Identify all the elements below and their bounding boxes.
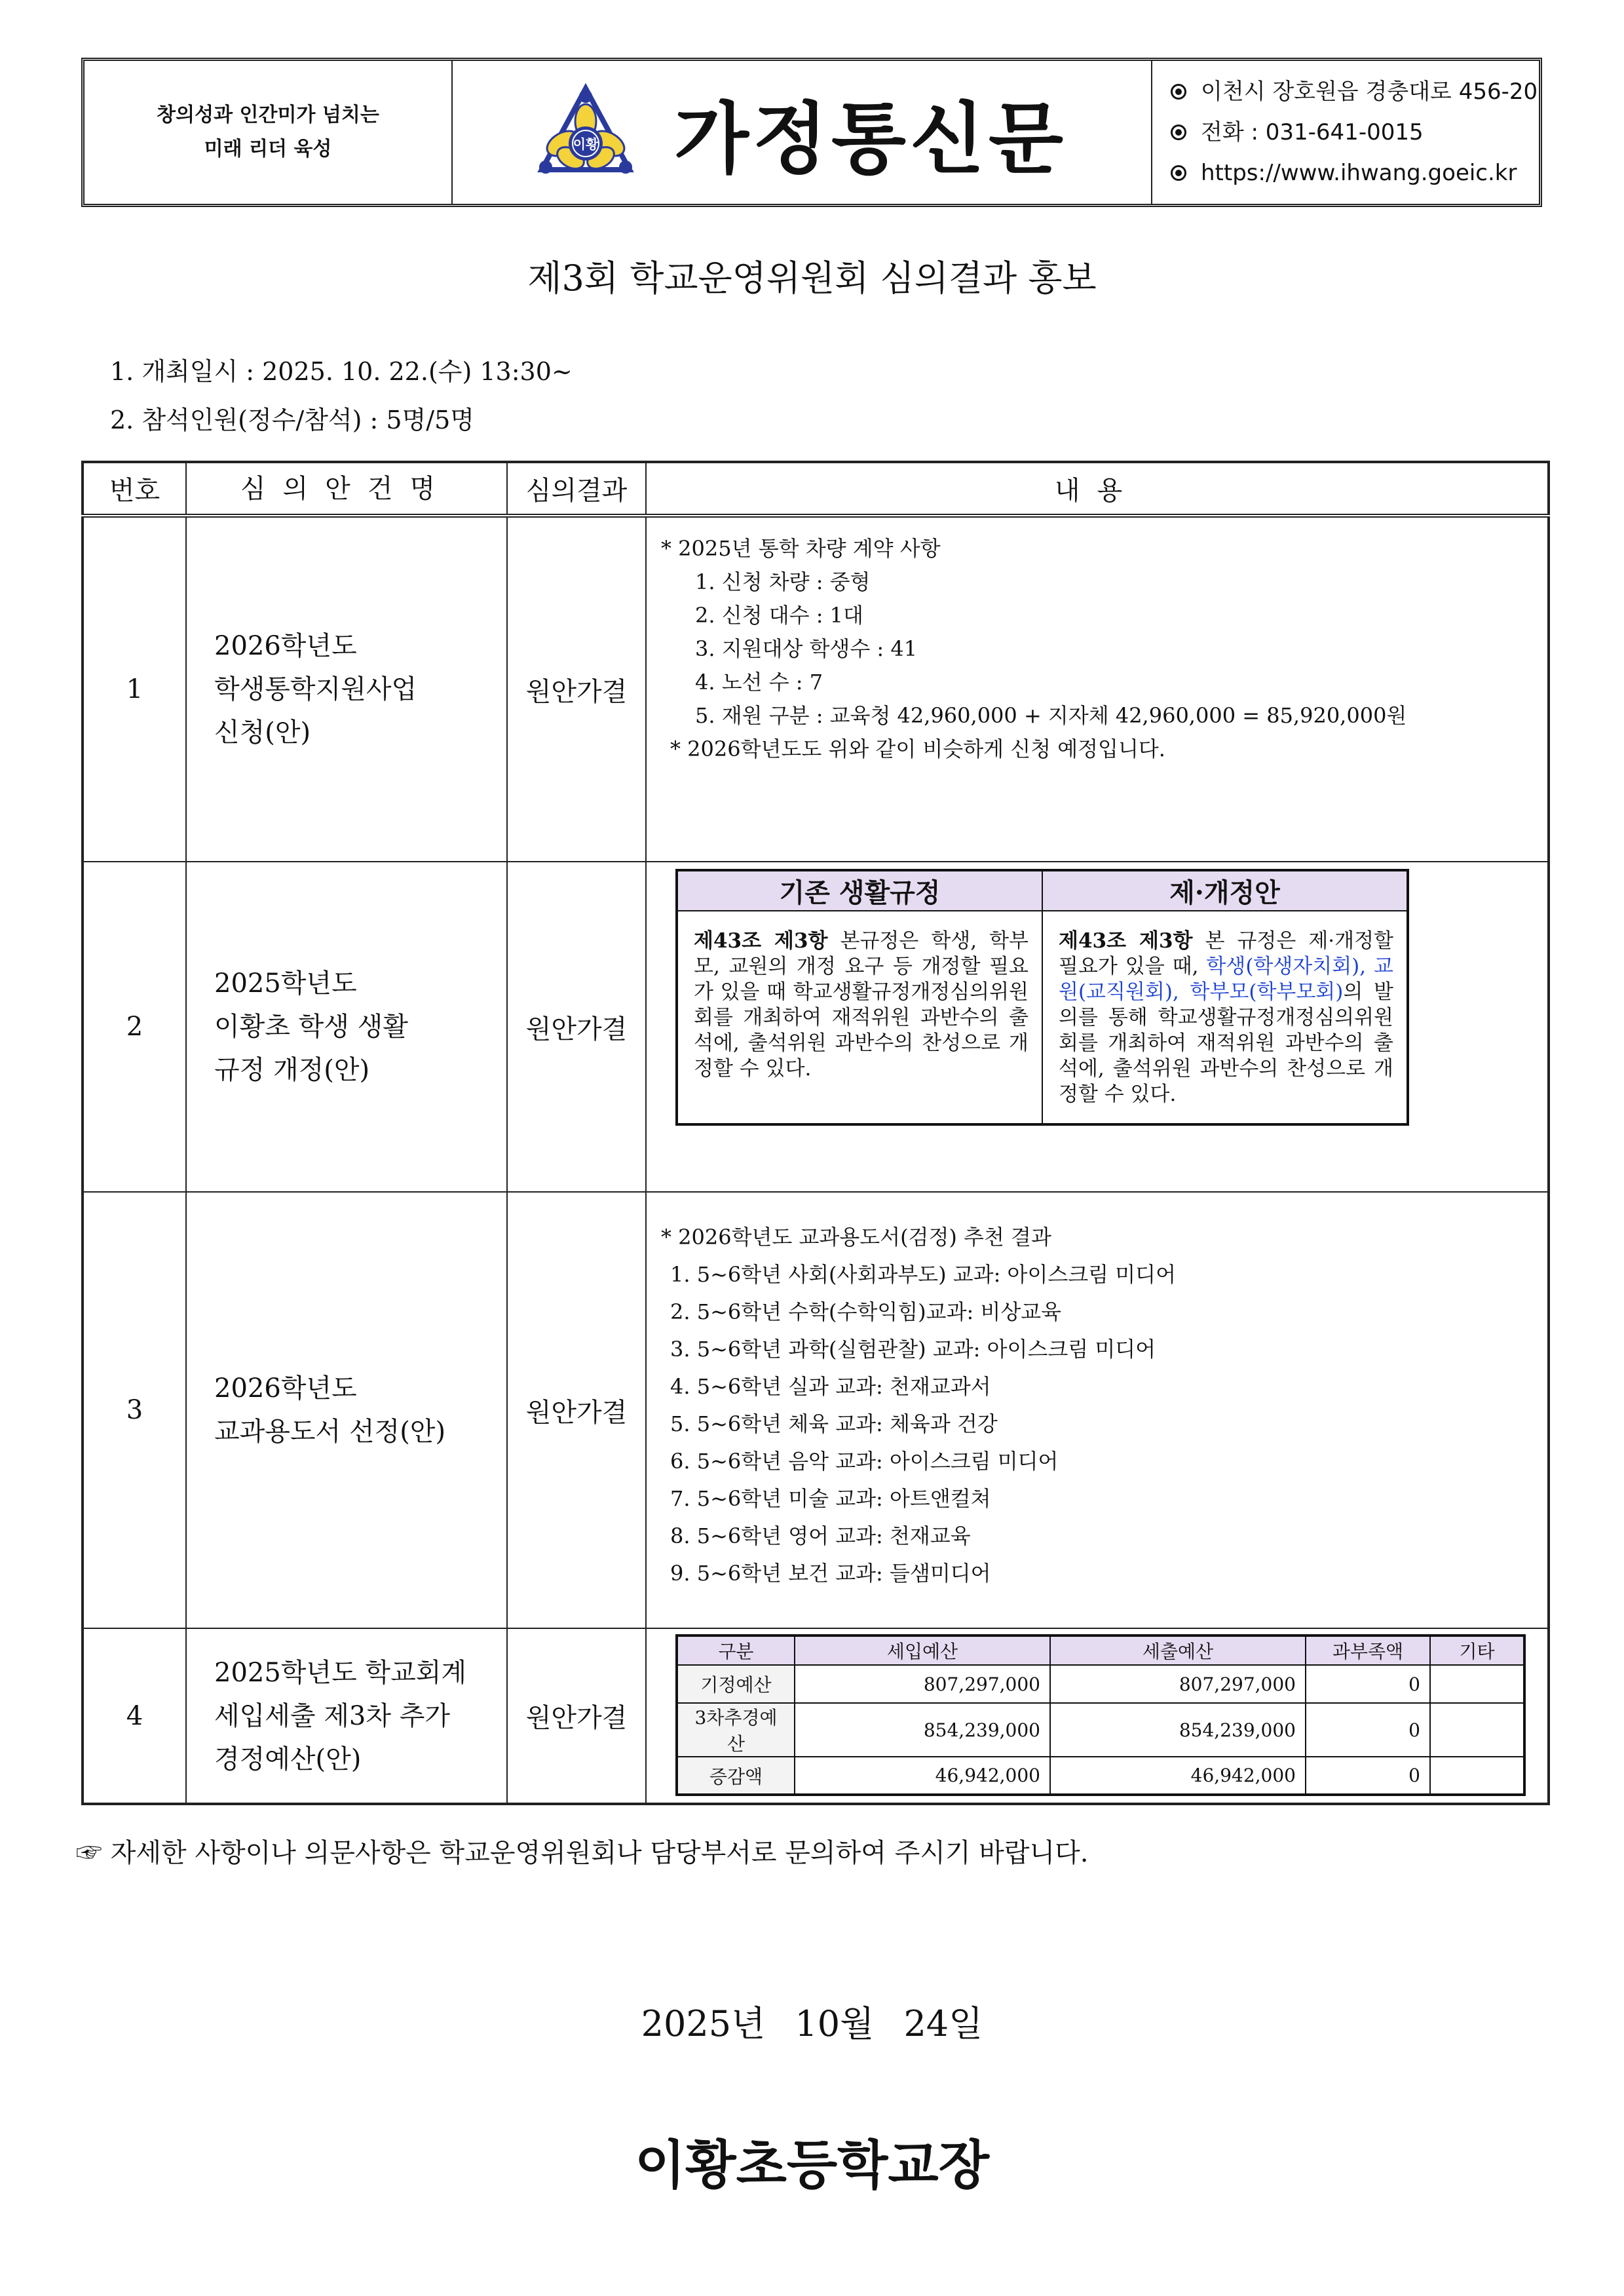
old-rule-text <box>677 911 1042 1124</box>
old-rule-header: 기존 생활규정 <box>677 870 1042 911</box>
budget-cell: 854,239,000 <box>1050 1703 1306 1757</box>
content-line: * 2026학년도도 위와 같이 비슷하게 신청 예정입니다. <box>670 737 1165 761</box>
budget-cell: 3차추경예산 <box>677 1703 795 1757</box>
website-row <box>1171 153 1539 193</box>
new-rule-body: 본 규정은 제·개정할 필요가 있을 때, <box>1059 929 1393 978</box>
agenda-line: 이황초 학생 생활 <box>214 1012 408 1042</box>
address-row <box>1171 71 1539 112</box>
row-number: 4 <box>83 1628 186 1804</box>
row-number: 3 <box>83 1192 186 1628</box>
rule-comparison-table <box>675 869 1409 1126</box>
budget-cell: 0 <box>1306 1703 1430 1757</box>
content-line: 5. 5~6학년 체육 교과: 체육과 건강 <box>670 1411 998 1436</box>
bullet-icon <box>1171 124 1186 140</box>
budget-table <box>675 1634 1526 1796</box>
budget-header: 구분 <box>677 1636 795 1665</box>
agenda-line: 학생통학지원사업 <box>214 674 417 704</box>
content-line: 2. 신청 대수 : 1대 <box>695 603 863 628</box>
budget-row <box>677 1703 1524 1757</box>
row-number: 2 <box>83 862 186 1192</box>
agenda-line: 교과용도서 선정(안) <box>214 1417 446 1447</box>
new-rule-article: 제43조 제3항 <box>1059 929 1193 953</box>
budget-cell: 0 <box>1306 1665 1430 1703</box>
agenda-line: 규정 개정(안) <box>214 1055 370 1085</box>
agenda-line: 경정예산(안) <box>214 1744 362 1774</box>
agenda-item <box>186 862 507 1192</box>
new-rule-body-end: 의 발의를 통해 학교생활규정개정심의위원회를 개최하여 재적위원 과반수의 출석에, 출석위원 과반수의 찬성으로 개정할 수 있다. <box>1059 980 1393 1106</box>
budget-cell: 증감액 <box>677 1757 795 1795</box>
motto-line: 창의성과 인간미가 넘치는 <box>157 104 379 126</box>
issue-date: 2025년 10월 24일 <box>641 2003 983 2044</box>
content-cell <box>646 1628 1549 1804</box>
content-line: 4. 5~6학년 실과 교과: 천재교과서 <box>670 1374 991 1399</box>
agenda-line: 2025학년도 <box>214 968 357 999</box>
old-rule-body: 본규정은 학생, 학부모, 교원의 개정 요구 등 개정할 필요가 있을 때 학교생활규정개정심의위원회를 개최하여 재적위원 과반수의 출석에, 출석위원 과반수의 찬성으로 개정할 수 있다. <box>694 929 1029 1081</box>
meeting-info <box>110 347 573 444</box>
budget-cell: 807,297,000 <box>795 1665 1050 1703</box>
content-cell <box>646 516 1549 862</box>
header-item: 심의안건명 <box>186 462 507 516</box>
result: 원안가결 <box>507 862 646 1192</box>
phone-text: 전화 : 031-641-0015 <box>1201 119 1424 145</box>
brand-area <box>453 61 1152 204</box>
header-no: 번호 <box>83 462 186 516</box>
content-line: 9. 5~6학년 보건 교과: 들샘미디어 <box>670 1561 991 1586</box>
row-number: 1 <box>83 516 186 862</box>
budget-cell: 46,942,000 <box>795 1757 1050 1795</box>
table-row <box>83 516 1549 862</box>
budget-cell: 0 <box>1306 1757 1430 1795</box>
agenda-item <box>186 516 507 862</box>
result: 원안가결 <box>507 1192 646 1628</box>
agenda-line: 세입세출 제3차 추가 <box>214 1700 450 1731</box>
table-row <box>83 1628 1549 1804</box>
content-line: * 2025년 통학 차량 계약 사항 <box>661 536 941 561</box>
letterhead <box>81 58 1542 207</box>
content-line: 6. 5~6학년 음악 교과: 아이스크림 미디어 <box>670 1449 1059 1474</box>
content-list <box>661 1219 1547 1592</box>
website-link[interactable]: https://www.ihwang.goeic.kr <box>1201 160 1517 186</box>
address-text: 이천시 장호원읍 경충대로 456-20 <box>1201 79 1538 105</box>
content-line: 8. 5~6학년 영어 교과: 천재교육 <box>670 1523 971 1548</box>
budget-header: 세출예산 <box>1050 1636 1306 1665</box>
budget-row <box>677 1757 1524 1795</box>
content-line: 7. 5~6학년 미술 교과: 아트앤컬쳐 <box>670 1486 991 1511</box>
table-row <box>83 862 1549 1192</box>
budget-cell <box>1430 1665 1524 1703</box>
agenda-line: 2026학년도 <box>214 1373 357 1404</box>
content-line: 5. 재원 구분 : 교육청 42,960,000 + 지자체 42,960,000 = 85,920,000원 <box>695 703 1407 728</box>
agenda-line: 2025학년도 학교회계 <box>214 1657 466 1688</box>
table-row <box>83 1192 1549 1628</box>
signer: 이황초등학교장 <box>635 2135 989 2196</box>
old-rule-article: 제43조 제3항 <box>694 929 828 953</box>
content-line: 1. 신청 차량 : 중형 <box>695 569 871 594</box>
budget-cell <box>1430 1757 1524 1795</box>
content-line: 3. 5~6학년 과학(실험관찰) 교과: 아이스크림 미디어 <box>670 1337 1156 1362</box>
contact-info <box>1152 61 1539 204</box>
motto-line: 미래 리더 육성 <box>204 138 332 161</box>
table-header-row <box>83 462 1549 516</box>
emblem-text: 이황 <box>573 136 599 152</box>
budget-header: 과부족액 <box>1306 1636 1430 1665</box>
content-cell <box>646 862 1549 1192</box>
school-emblem-icon <box>537 83 635 182</box>
budget-cell: 46,942,000 <box>1050 1757 1306 1795</box>
agenda-line: 신청(안) <box>214 718 311 748</box>
agenda-item <box>186 1628 507 1804</box>
school-motto <box>85 61 453 204</box>
header-result: 심의결과 <box>507 462 646 516</box>
attendance: 2. 참석인원(정수/참석) : 5명/5명 <box>110 406 474 434</box>
new-rule-text <box>1042 911 1408 1124</box>
result: 원안가결 <box>507 1628 646 1804</box>
content-list <box>661 532 1547 766</box>
budget-header: 세입예산 <box>795 1636 1050 1665</box>
content-line: * 2026학년도 교과용도서(검정) 추천 결과 <box>661 1225 1051 1250</box>
document-title: 제3회 학교운영위원회 심의결과 홍보 <box>527 258 1097 299</box>
content-line: 2. 5~6학년 수학(수학익힘)교과: 비상교육 <box>670 1299 1062 1324</box>
deliberation-table <box>81 461 1550 1805</box>
budget-cell: 854,239,000 <box>795 1703 1050 1757</box>
new-rule-header: 제·개정안 <box>1042 870 1408 911</box>
budget-row <box>677 1665 1524 1703</box>
bullet-icon <box>1171 84 1186 100</box>
budget-cell: 기정예산 <box>677 1665 795 1703</box>
meeting-date: 1. 개최일시 : 2025. 10. 22.(수) 13:30~ <box>110 357 573 386</box>
phone-row <box>1171 112 1539 153</box>
content-cell <box>646 1192 1549 1628</box>
budget-cell <box>1430 1703 1524 1757</box>
agenda-line: 2026학년도 <box>214 631 357 661</box>
content-line: 1. 5~6학년 사회(사회과부도) 교과: 아이스크림 미디어 <box>670 1262 1177 1287</box>
content-line: 3. 지원대상 학생수 : 41 <box>695 636 918 661</box>
header-content: 내용 <box>646 462 1549 516</box>
content-line: 4. 노선 수 : 7 <box>695 670 823 695</box>
agenda-item <box>186 1192 507 1628</box>
bullet-icon <box>1171 165 1186 181</box>
inquiry-note: ☞ 자세한 사항이나 의문사항은 학교운영위원회나 담당부서로 문의하여 주시기 바랍니다. <box>76 1838 1089 1868</box>
newsletter-title: 가정통신문 <box>674 94 1067 184</box>
budget-cell: 807,297,000 <box>1050 1665 1306 1703</box>
new-rule-highlight: 학생(학생자치회), 교원(교직원회), 학부모(학부모회) <box>1059 955 1393 1004</box>
result: 원안가결 <box>507 516 646 862</box>
budget-header: 기타 <box>1430 1636 1524 1665</box>
